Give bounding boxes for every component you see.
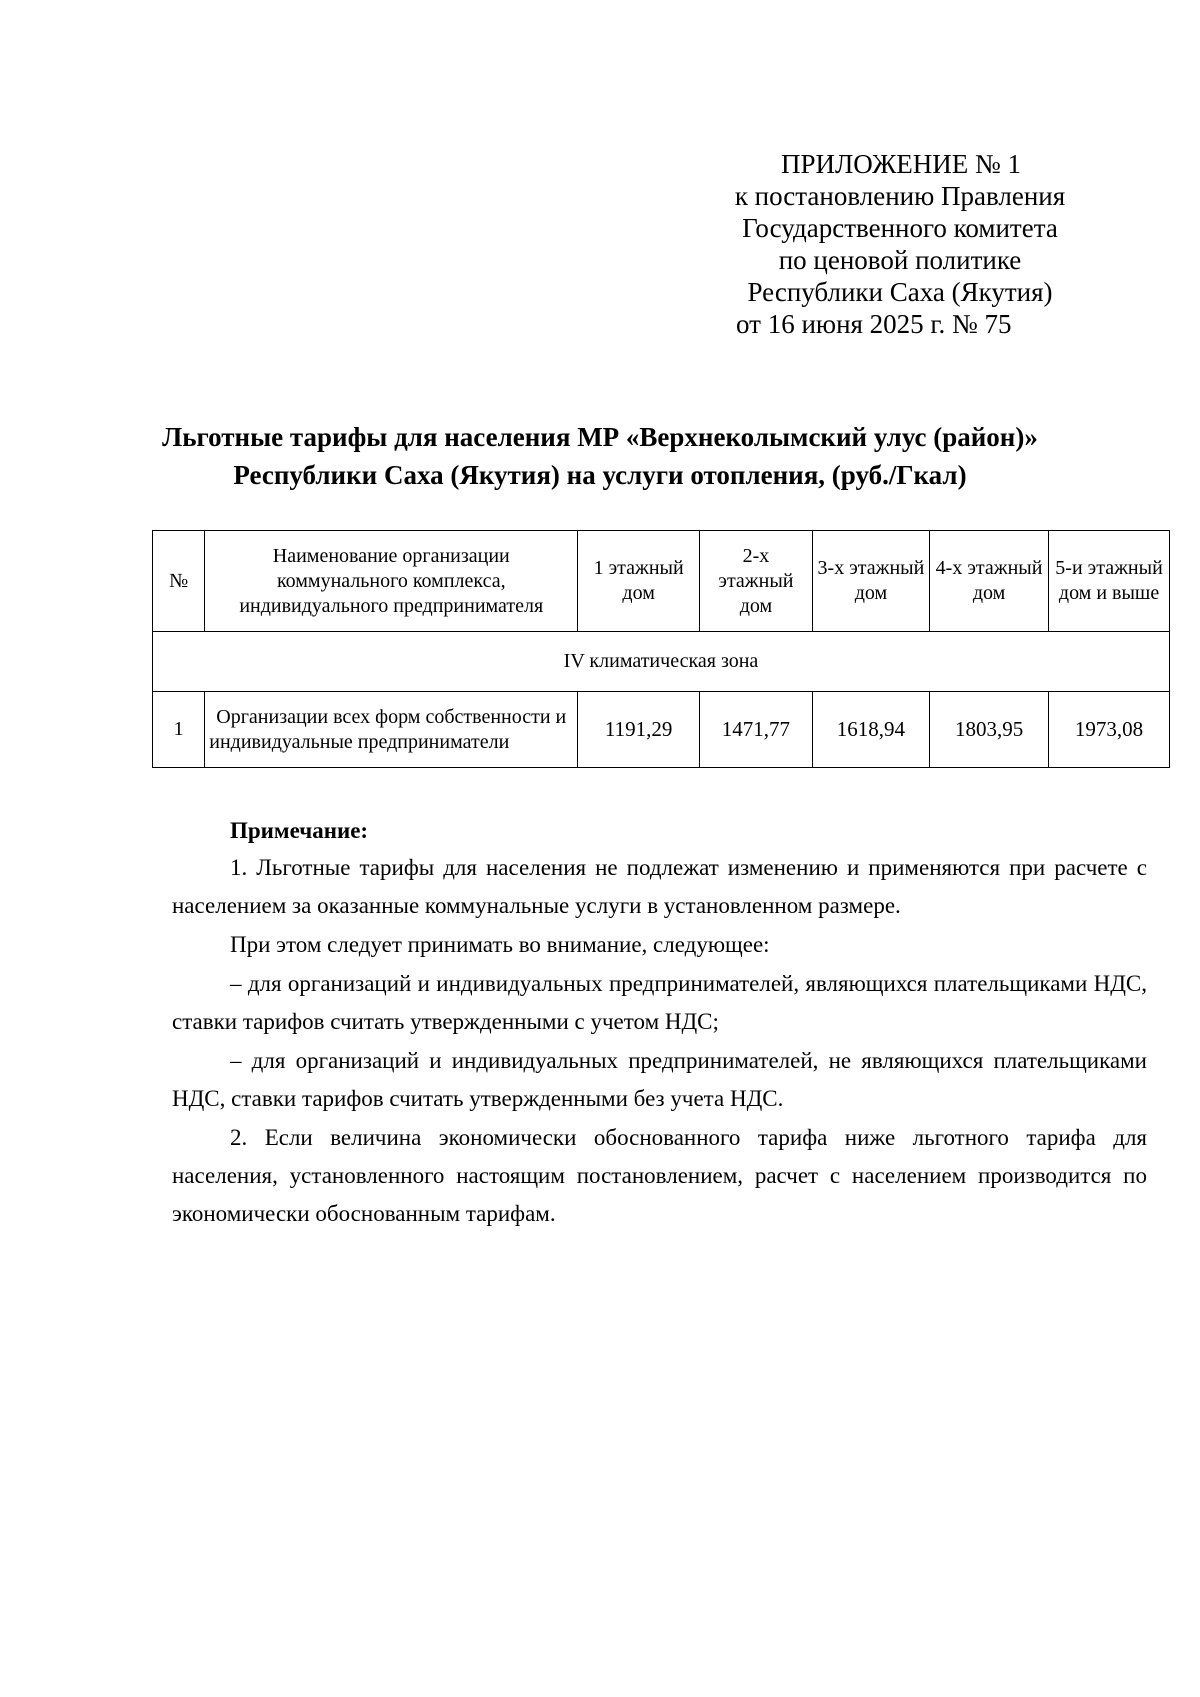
appendix-line: к постановлению Правления [734,181,1066,211]
header-floors-1: 1 этажный дом [578,531,700,632]
notes-title: Примечание: [230,818,369,843]
header-floors-3: 3-х этажный дом [812,531,929,632]
note-paragraph: При этом следует принимать во внимание, следующее: [230,932,770,957]
table-header-row [153,531,1170,632]
zone-row [153,632,1170,692]
appendix-line: ПРИЛОЖЕНИЕ № 1 [780,149,1022,179]
tariff-floors-1: 1191,29 [578,692,700,768]
header-floors-5: 5-и этажный дом и выше [1049,531,1170,632]
note-paragraph: – для организаций и индивидуальных предпринимателей, являющихся плательщиками НДС, ставки тарифов считать утвержденными с учетом НДС; [172,971,1147,1034]
header-floors-4: 4-х этажный дом [930,531,1049,632]
appendix-line: по ценовой политике [778,245,1022,275]
notes-section [172,812,1147,1233]
tariff-table [152,530,1170,768]
tariff-floors-3: 1618,94 [812,692,929,768]
appendix-line: Республики Саха (Якутия) [747,277,1053,307]
tariff-floors-4: 1803,95 [930,692,1049,768]
appendix-line: Государственного комитета [742,213,1058,243]
header-floors-2: 2-х этажный дом [700,531,813,632]
title-line-1: Льготные тарифы для населения МР «Верхнеколымский улус (район)» [162,422,1038,452]
note-paragraph: – для организаций и индивидуальных предпринимателей, не являющихся плательщиками НДС, ставки тарифов считать утвержденными без учета НДС. [172,1048,1147,1111]
appendix-header [700,148,1100,340]
document-title [130,418,1070,494]
row-org-name: Организации всех форм собственности и индивидуальные предприниматели [205,692,578,768]
appendix-line: от 16 июня 2025 г. № 75 [736,309,1012,339]
tariff-floors-2: 1471,77 [700,692,813,768]
table-row [153,692,1170,768]
note-paragraph: 2. Если величина экономически обоснованного тарифа ниже льготного тарифа для населения, установленного настоящим постановлением, расчет с населением производится по экономически обоснованным тарифам. [172,1125,1147,1226]
tariff-floors-5: 1973,08 [1049,692,1170,768]
row-num: 1 [153,692,205,768]
header-num: № [153,531,205,632]
climate-zone-label: IV климатическая зона [153,632,1170,692]
note-paragraph: 1. Льготные тарифы для населения не подлежат изменению и применяются при расчете с населением за оказанные коммунальные услуги в установленном размере. [172,855,1147,918]
header-name: Наименование организации коммунального комплекса, индивидуального предпринимателя [205,531,578,632]
title-line-2: Республики Саха (Якутия) на услуги отопления, (руб./Гкал) [233,460,967,490]
